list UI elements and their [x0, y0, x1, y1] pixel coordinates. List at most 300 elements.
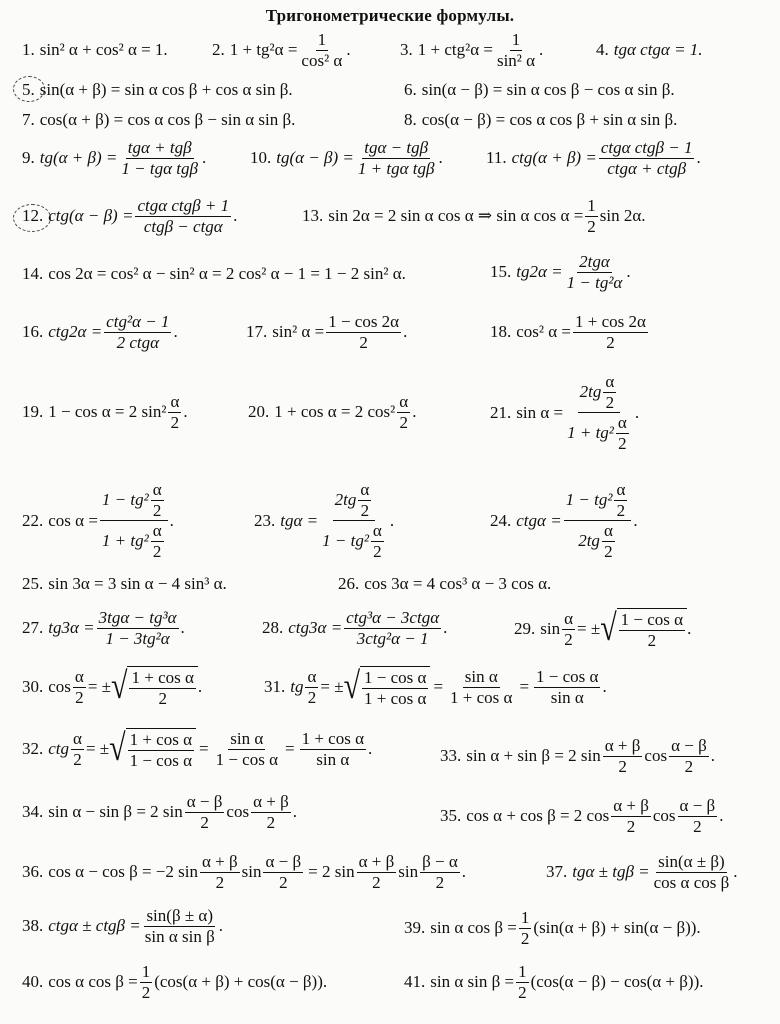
denominator-text: 1 + tg²: [567, 423, 614, 443]
formula-end: .: [719, 806, 724, 826]
numerator: α: [399, 392, 409, 411]
half-angle-fraction: [616, 413, 629, 453]
numerator: α + β: [604, 736, 641, 755]
denominator: 2: [152, 500, 162, 520]
formula-lhs: 1 − cos α = 2 sin²: [48, 402, 167, 422]
plus-minus: = ±: [577, 619, 601, 639]
formula-mid: sin: [241, 862, 262, 882]
formula-14: [22, 264, 406, 284]
formula-end: .: [403, 322, 408, 342]
numerator: α − β: [679, 796, 716, 815]
fraction: [585, 196, 598, 236]
radical-sign: √: [343, 665, 361, 708]
formula-end: .: [634, 402, 640, 422]
numerator-text: 2tg: [334, 490, 357, 510]
denominator: 1 − 3tg²α: [105, 628, 170, 648]
fraction: [362, 668, 428, 708]
numerator: [100, 480, 168, 521]
numerator: 1: [520, 908, 530, 927]
formula-lhs: ctgα ± ctgβ =: [48, 916, 141, 936]
denominator: 2: [75, 687, 84, 707]
numerator: α: [564, 609, 574, 628]
numerator: ctg²α − 1: [106, 312, 170, 331]
formula-number: 17.: [246, 322, 268, 342]
fraction: [263, 852, 303, 892]
formula-lhs: cos α + cos β = 2 cos: [466, 806, 610, 826]
numerator: β − α: [422, 852, 458, 871]
formula-lhs: sin α =: [516, 402, 564, 422]
formula-number: 25.: [22, 574, 44, 593]
formula-number: 33.: [440, 746, 462, 766]
denominator: 2: [141, 982, 151, 1002]
radicand: [126, 728, 196, 770]
denominator: 2: [152, 541, 162, 561]
formula-end: .: [602, 677, 607, 697]
formula-28: [262, 608, 447, 648]
formula-number: 20.: [248, 402, 270, 422]
formula-lhs: ctg2α =: [48, 322, 103, 342]
formula-20: [248, 392, 416, 432]
denominator: sin α: [316, 749, 350, 769]
formula-text: cos 2α = cos² α − sin² α = 2 cos² α − 1 = 1 − 2 sin² α.: [48, 264, 406, 283]
denominator: cos² α: [301, 50, 343, 70]
formula-end: .: [218, 916, 223, 936]
equals-sign: =: [199, 739, 209, 759]
formula-number: 37.: [546, 862, 568, 882]
denominator-text: 1 + tg²: [101, 531, 149, 551]
formula-lhs: cos α =: [48, 510, 98, 530]
denominator: 2: [626, 816, 636, 836]
denominator: 2: [564, 629, 573, 649]
numerator: 1 + cos α: [129, 730, 192, 749]
half-angle-fraction: [602, 521, 615, 561]
formula-17: [246, 312, 407, 352]
formula-1: [22, 40, 168, 60]
numerator: sin α: [230, 729, 264, 748]
formula-12: [22, 196, 237, 236]
formula-mid: cos: [226, 802, 250, 822]
fraction: [448, 667, 514, 707]
denominator: 2 ctgα: [116, 332, 160, 352]
formula-number: 14.: [22, 264, 44, 283]
formula-end: .: [180, 618, 185, 638]
denominator: sin² α: [496, 50, 536, 70]
formula-9: [22, 138, 206, 178]
compound-fraction: [320, 480, 388, 561]
equals-sign: =: [433, 677, 444, 697]
formula-lhs: tg(α − β) =: [276, 148, 354, 168]
numerator: α: [170, 392, 180, 411]
fraction: [143, 906, 217, 946]
fraction: [104, 312, 171, 352]
formula-number: 11.: [486, 148, 507, 168]
numerator: α − β: [186, 792, 223, 811]
formula-36: [22, 852, 466, 892]
fraction: [519, 908, 532, 948]
formula-lhs: 1 + tg²α =: [229, 40, 298, 60]
formula-end: .: [626, 262, 631, 282]
formula-text-b: sin 2α.: [599, 206, 646, 226]
formula-23: [254, 480, 394, 561]
formula-text: sin(α + β) = sin α cos β + cos α sin β.: [39, 80, 293, 99]
formula-41: [404, 962, 704, 1002]
denominator: [576, 521, 619, 561]
formula-number: 12.: [22, 206, 44, 226]
formula-end: .: [687, 619, 692, 639]
formula-10: [250, 138, 443, 178]
half-angle-fraction: [305, 667, 318, 707]
formula-end: .: [633, 510, 638, 530]
numerator: sin(β ± α): [146, 906, 213, 925]
fraction: [326, 312, 401, 352]
formula-number: 19.: [22, 402, 44, 422]
denominator: 2: [215, 872, 225, 892]
numerator: 1: [587, 196, 596, 215]
fraction: [495, 30, 537, 70]
formula-number: 9.: [22, 148, 35, 168]
formula-number: 40.: [22, 972, 44, 992]
denominator: 1 + cos α: [364, 688, 427, 708]
formula-number: 39.: [404, 918, 426, 938]
numerator: α: [152, 521, 162, 541]
fraction: [573, 312, 648, 352]
radical-sign: √: [111, 665, 128, 708]
fraction: [397, 392, 410, 432]
formula-3: [400, 30, 543, 70]
formula-eq2: = 2 sin: [308, 862, 355, 882]
formula-lhs: cos α − cos β = −2 sin: [48, 862, 198, 882]
formula-number: 16.: [22, 322, 44, 342]
fraction: [420, 852, 460, 892]
formula-number: 28.: [262, 618, 284, 638]
numerator: sin α: [464, 667, 498, 686]
numerator: α + β: [253, 792, 289, 811]
denominator: 2: [73, 749, 82, 769]
numerator: 1 + cos 2α: [575, 312, 646, 331]
numerator: 1 + cos α: [131, 668, 194, 687]
denominator: 2: [399, 412, 408, 432]
formula-end: .: [201, 148, 207, 168]
formula-text: cos(α − β) = cos α cos β + sin α sin β.: [421, 110, 678, 129]
numerator: 1 − cos α: [536, 667, 599, 686]
half-angle-fraction: [614, 480, 627, 520]
numerator: [564, 480, 632, 521]
formula-end: .: [539, 40, 544, 60]
numerator: α: [73, 729, 82, 748]
fraction: [251, 792, 291, 832]
formula-29: [514, 608, 691, 650]
half-angle-fraction: [603, 372, 616, 412]
fraction: [611, 796, 651, 836]
numerator: tgα − tgβ: [364, 138, 429, 157]
formula-21: [490, 372, 639, 453]
numerator: sin(α ± β): [658, 852, 725, 871]
half-angle-fraction: [562, 609, 575, 649]
denominator: 2: [372, 872, 381, 892]
formula-33: [440, 736, 715, 776]
numerator: α: [74, 667, 84, 686]
denominator: 2: [520, 928, 530, 948]
formula-end: .: [183, 402, 188, 422]
square-root: [109, 728, 196, 770]
numerator: α: [152, 480, 162, 499]
denominator: 2: [170, 412, 180, 432]
numerator-text: 2tg: [579, 382, 602, 402]
formula-16: [22, 312, 178, 352]
formula-mid2: sin: [398, 862, 419, 882]
formula-30: [22, 666, 202, 708]
fraction: [678, 796, 718, 836]
formula-37: [546, 852, 738, 892]
fraction: [534, 667, 600, 707]
formula-number: 6.: [404, 80, 417, 99]
fraction: [356, 138, 437, 178]
denominator: 1 − tgα tgβ: [121, 158, 198, 178]
formula-end: .: [389, 510, 395, 530]
compound-fraction: [564, 480, 632, 561]
formula-7: [22, 110, 295, 130]
formula-number: 41.: [404, 972, 426, 992]
denominator: [100, 521, 168, 561]
denominator: 2: [618, 433, 627, 453]
fraction: [128, 730, 194, 770]
numerator: ctg³α − 3ctgα: [346, 608, 440, 627]
formula-22: [22, 480, 174, 561]
square-root: [344, 666, 431, 708]
plus-minus: = ±: [320, 677, 344, 697]
numerator: α − β: [671, 736, 707, 755]
plus-minus: = ±: [87, 677, 112, 697]
numerator: 1: [518, 962, 527, 981]
plus-minus: = ±: [85, 739, 110, 759]
fraction: [140, 962, 153, 1002]
numerator: 1 + cos α: [301, 729, 364, 748]
denominator: 2: [518, 982, 527, 1002]
formula-number: 3.: [400, 40, 413, 60]
square-root: [600, 608, 687, 650]
formula-lhs: tg: [290, 677, 304, 697]
formula-number: 2.: [212, 40, 225, 60]
denominator: [565, 413, 633, 453]
denominator: 1 + cos α: [450, 687, 513, 707]
formula-lhs: sin² α =: [272, 322, 325, 342]
formula-5: [22, 80, 293, 100]
denominator: sin α: [550, 687, 584, 707]
numerator: 1: [317, 30, 327, 49]
numerator: 1 − cos α: [364, 668, 427, 687]
denominator: 2: [647, 630, 657, 650]
formula-number: 24.: [490, 510, 512, 530]
formula-lhs: ctg3α =: [288, 618, 343, 638]
denominator: 1 + tgα tgβ: [357, 158, 435, 178]
square-root: [111, 666, 198, 708]
numerator: α: [360, 480, 370, 499]
formula-text: sin(α − β) = sin α cos β − cos α sin β.: [421, 80, 675, 99]
denominator: 2: [435, 872, 445, 892]
compound-fraction: [100, 480, 168, 561]
denominator: 2: [606, 332, 615, 352]
formula-number: 30.: [22, 677, 44, 697]
half-angle-fraction: [358, 480, 371, 520]
formula-lhs: cos: [48, 677, 71, 697]
formula-text: cos 3α = 4 cos³ α − 3 cos α.: [364, 574, 552, 593]
fraction: [168, 392, 181, 432]
numerator-text: 1 − tg²: [565, 490, 613, 510]
formula-39: [404, 908, 701, 948]
formula-2: [212, 30, 351, 70]
formula-34: [22, 792, 297, 832]
radicand: [617, 608, 687, 650]
formula-end: .: [710, 746, 715, 766]
formula-number: 13.: [302, 206, 324, 226]
fraction: [119, 138, 200, 178]
formula-lhs: ctg: [48, 739, 70, 759]
numerator: 2tgα: [579, 252, 610, 271]
half-angle-fraction: [73, 667, 86, 707]
formula-end: .: [733, 862, 738, 882]
formula-end: .: [438, 148, 443, 168]
radical-sign: √: [109, 727, 126, 770]
formula-number: 34.: [22, 802, 44, 822]
formula-lhs: ctg(α − β) =: [48, 206, 134, 226]
numerator: [333, 480, 376, 521]
numerator: α − β: [265, 852, 302, 871]
formula-lhs: tgα ± tgβ =: [572, 862, 650, 882]
denominator: 2: [360, 500, 370, 520]
formula-35: [440, 796, 723, 836]
formula-text-a: sin 2α = 2 sin α cos α ⇒ sin α cos α =: [328, 206, 584, 226]
formula-number: 4.: [596, 40, 609, 59]
formula-number: 26.: [338, 574, 360, 593]
fraction: [97, 608, 179, 648]
formula-end: .: [696, 148, 701, 168]
formula-number: 23.: [254, 510, 276, 530]
formula-lhs: cos α cos β =: [48, 972, 138, 992]
formula-26: [338, 574, 551, 594]
formula-lhs: 1 + cos α = 2 cos²: [274, 402, 396, 422]
denominator: 3ctg²α − 1: [356, 628, 429, 648]
formula-6: [404, 80, 675, 100]
formula-lhs: tg2α =: [516, 262, 563, 282]
formula-8: [404, 110, 677, 130]
formula-mid: cos: [644, 746, 668, 766]
denominator: 2: [605, 392, 615, 412]
formula-number: 15.: [490, 262, 512, 282]
formula-number: 31.: [264, 677, 286, 697]
denominator: 2: [618, 756, 627, 776]
formula-number: 38.: [22, 916, 44, 936]
fraction: [200, 852, 240, 892]
denominator: 2: [616, 500, 626, 520]
formula-number: 27.: [22, 618, 44, 638]
formula-lhs: tgα =: [280, 510, 319, 530]
formula-40: [22, 962, 327, 1002]
formula-number: 7.: [22, 110, 35, 129]
denominator: 2: [587, 216, 596, 236]
formula-lhs: tg(α + β) =: [39, 148, 118, 168]
numerator: α: [605, 372, 615, 391]
denominator: 2: [307, 687, 317, 707]
half-angle-fraction: [151, 480, 164, 520]
page-title: Тригонометрические формулы.: [265, 6, 515, 25]
formula-end: .: [461, 862, 466, 882]
numerator: α: [372, 521, 382, 541]
half-angle-fraction: [71, 729, 84, 769]
half-angle-fraction: [151, 521, 164, 561]
formula-lhs: sin α − sin β = 2 sin: [48, 802, 183, 822]
formula-lhs: sin α cos β =: [430, 918, 517, 938]
numerator: [578, 372, 621, 413]
denominator: 2: [693, 816, 702, 836]
numerator: 1: [141, 962, 151, 981]
formula-rest: (sin(α + β) + sin(α − β)).: [533, 918, 701, 938]
formula-25: [22, 574, 227, 594]
numerator: α + β: [358, 852, 395, 871]
denominator: 2: [604, 541, 613, 561]
fraction: [516, 962, 529, 1002]
denominator: cos α cos β: [653, 872, 730, 892]
formula-text: tgα ctgα = 1.: [613, 40, 703, 59]
formula-text: cos(α + β) = cos α cos β − sin α sin β.: [39, 110, 296, 129]
denominator: 2: [266, 812, 276, 832]
formula-lhs: sin α sin β =: [430, 972, 515, 992]
formula-27: [22, 608, 185, 648]
fraction: [669, 736, 709, 776]
formula-end: .: [443, 618, 448, 638]
formula-end: .: [368, 739, 373, 759]
numerator: 1: [511, 30, 521, 49]
denominator: [320, 521, 388, 561]
fraction: [129, 668, 195, 708]
formula-38: [22, 906, 223, 946]
formula-lhs: sin: [540, 619, 561, 639]
formula-end: .: [292, 802, 297, 822]
formula-text: sin 3α = 3 sin α − 4 sin³ α.: [48, 574, 227, 593]
formula-lhs: tg3α =: [48, 618, 95, 638]
formula-mid: cos: [652, 806, 676, 826]
denominator: 2: [359, 332, 368, 352]
numerator: α: [616, 480, 626, 499]
denominator: 2: [373, 541, 382, 561]
numerator: α + β: [613, 796, 649, 815]
numerator: 3tgα − tg³α: [98, 608, 177, 627]
fraction: [135, 196, 231, 236]
formula-rest: (cos(α + β) + cos(α − β)).: [154, 972, 328, 992]
denominator: 2: [200, 812, 209, 832]
radical-sign: √: [600, 607, 617, 650]
numerator: α: [617, 413, 627, 433]
numerator: α: [603, 521, 613, 541]
fraction: [344, 608, 441, 648]
fraction: [652, 852, 732, 892]
formula-number: 29.: [514, 619, 536, 639]
half-angle-fraction: [371, 521, 384, 561]
formula-15: [490, 252, 631, 292]
fraction: [185, 792, 225, 832]
formula-number: 22.: [22, 510, 44, 530]
numerator: α + β: [201, 852, 238, 871]
formula-end: .: [233, 206, 238, 226]
formula-lhs: ctgα =: [516, 510, 562, 530]
fraction: [599, 138, 695, 178]
fraction: [214, 729, 280, 769]
formula-number: 18.: [490, 322, 512, 342]
formula-number: 8.: [404, 110, 417, 129]
denominator: 2: [158, 688, 167, 708]
formula-end: .: [346, 40, 351, 60]
denominator: 2: [279, 872, 288, 892]
fraction: [565, 252, 625, 292]
